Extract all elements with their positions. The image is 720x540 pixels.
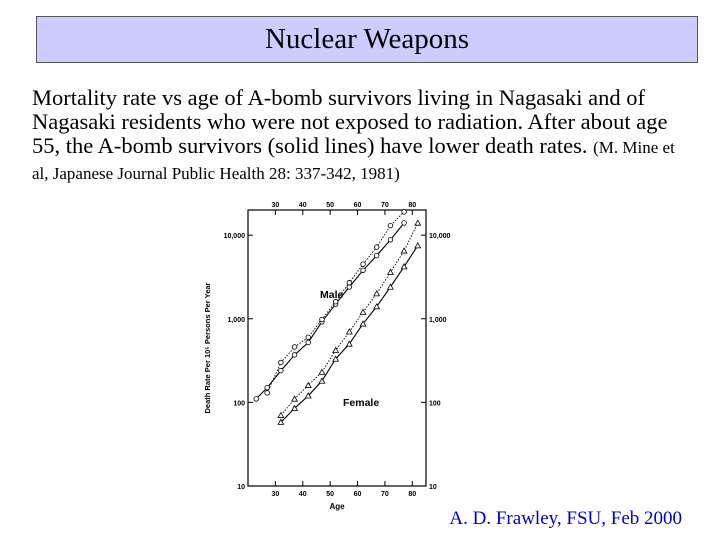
x-tick-label-bottom: 30 [271,491,280,498]
data-point-circle [265,391,270,396]
x-tick-label-top: 40 [298,202,307,209]
series-line-1 [256,223,404,399]
data-point-circle [347,280,352,285]
mortality-chart [198,198,458,516]
x-tick-label-bottom: 70 [381,491,389,498]
y-tick-label-left: 10 [237,484,245,491]
annotation-male: Male [320,289,344,301]
data-point-circle [306,340,311,345]
data-point-triangle [374,291,380,296]
data-point-triangle [401,248,407,253]
x-tick-label-top: 70 [381,202,389,209]
data-point-circle [279,368,284,373]
data-point-triangle [415,243,421,248]
citation-text: (M. Mine et al, Japanese Journal Public Health 28: 337-342, 1981) [32,138,675,183]
data-point-triangle [388,269,394,274]
y-axis-label: Death Rate Per 10⁵ Persons Per Year [203,282,212,414]
data-point-triangle [415,220,421,225]
y-tick-label-left: 10,000 [223,233,245,241]
data-point-triangle [278,413,284,418]
data-point-circle [306,335,311,340]
x-tick-label-bottom: 80 [408,491,417,498]
x-tick-label-top: 30 [271,202,280,209]
data-point-circle [388,238,393,243]
data-point-circle [292,345,297,350]
y-tick-label-left: 1,000 [227,316,245,324]
y-tick-label-left: 100 [233,400,245,408]
data-point-circle [402,210,407,215]
y-tick-label-right: 1,000 [429,316,447,324]
data-point-triangle [319,378,325,383]
data-point-circle [320,317,325,322]
slide-title: Nuclear Weapons [264,23,470,55]
data-point-circle [292,353,297,358]
slide-title-box [36,16,698,63]
data-point-circle [402,221,407,226]
data-point-circle [361,262,366,267]
data-point-circle [374,245,379,250]
y-tick-label-right: 10,000 [429,233,451,241]
x-tick-label-bottom: 50 [326,491,335,498]
description-text: Mortality rate vs age of A-bomb survivors living in Nagasaki and of Nagasaki residents who were not exposed to radiation. After about age 55, the A-bomb survivors (solid lines) have lower death rates. [32,85,668,158]
data-point-triangle [347,329,353,334]
series-line-4 [281,223,418,415]
slide-description [32,86,692,186]
footer-credit: A. D. Frawley, FSU, Feb 2000 [449,508,682,529]
data-point-triangle [319,369,325,374]
x-tick-label-top: 60 [353,202,362,209]
annotation-female: Female [343,397,380,409]
x-tick-label-top: 50 [326,202,335,209]
y-tick-label-right: 100 [429,400,441,408]
x-tick-label-top: 80 [408,202,417,209]
data-point-circle [388,223,393,228]
x-axis-label: Age [329,502,345,511]
y-tick-label-right: 10 [429,484,437,491]
data-point-circle [361,268,366,273]
data-point-circle [279,360,284,365]
data-point-circle [374,253,379,258]
data-point-circle [254,397,259,402]
x-tick-label-bottom: 40 [298,491,307,498]
x-tick-label-bottom: 60 [353,491,362,498]
